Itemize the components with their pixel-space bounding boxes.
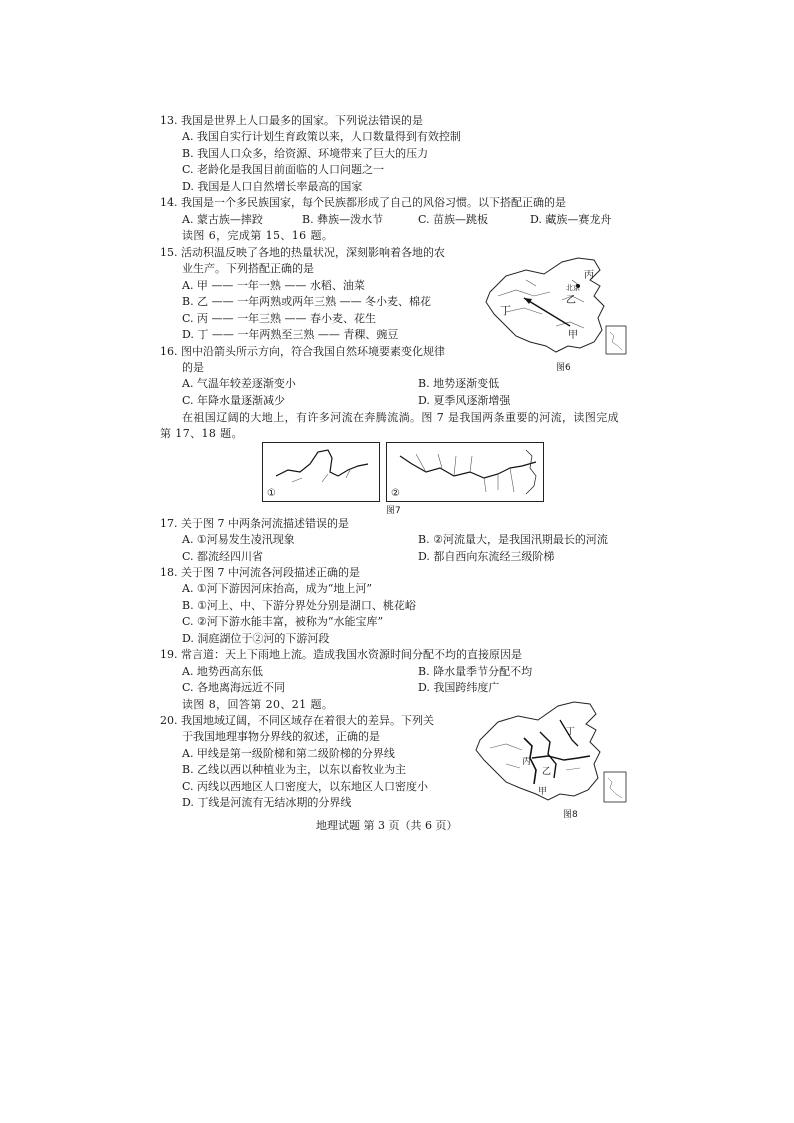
q17-stem: 17. 关于图 7 中两条河流描述错误的是 bbox=[160, 517, 349, 530]
figure-6-label-beijing: 北京 bbox=[566, 284, 580, 292]
q16-option-d: D. 夏季风逐渐增强 bbox=[418, 394, 511, 407]
q14-stem: 14. 我国是一个多民族国家，每个民族都形成了自己的风俗习惯。以下搭配正确的是 bbox=[160, 196, 566, 209]
figure-8-label-ding: 丁 bbox=[566, 727, 576, 737]
q18-option-c: C. ②河下游水能丰富，被称为“水能宝库” bbox=[182, 615, 384, 628]
q15-stem-line2: 业生产。下列搭配正确的是 bbox=[182, 262, 314, 275]
q14-option-c: C. 苗族—跳板 bbox=[418, 213, 489, 226]
q20-option-d: D. 丁线是河流有无结冰期的分界线 bbox=[182, 796, 352, 809]
instruction-15-16: 读图 6，完成第 15、16 题。 bbox=[182, 229, 334, 242]
q15-option-b: B. 乙 —— 一年两熟或两年三熟 —— 冬小麦、棉花 bbox=[182, 295, 432, 308]
figure-8-caption: 图8 bbox=[563, 810, 578, 820]
q16-option-a: A. 气温年较差逐渐变小 bbox=[182, 377, 296, 390]
instruction-20-21: 读图 8，回答第 20、21 题。 bbox=[182, 698, 334, 711]
q14-option-b: B. 彝族—泼水节 bbox=[302, 213, 384, 226]
q15-option-a: A. 甲 —— 一年一熟 —— 水稻、油菜 bbox=[182, 279, 365, 292]
q13-option-d: D. 我国是人口自然增长率最高的国家 bbox=[182, 180, 363, 193]
q18-option-d: D. 洞庭湖位于②河的下游河段 bbox=[182, 632, 330, 645]
q17-option-d: D. 都自西向东流经三级阶梯 bbox=[418, 550, 555, 563]
q17-option-a: A. ①河易发生凌汛现象 bbox=[182, 533, 295, 546]
q18-option-a: A. ①河下游因河床抬高，成为“地上河” bbox=[182, 582, 373, 595]
q18-stem: 18. 关于图 7 中河流各河段描述正确的是 bbox=[160, 566, 360, 579]
figure-6-label-bing: 丙 bbox=[584, 270, 594, 281]
figure-7-river-map-1 bbox=[262, 442, 380, 506]
figure-6-caption: 图6 bbox=[556, 363, 571, 373]
q13-option-a: A. 我国自实行计划生育政策以来，人口数量得到有效控制 bbox=[182, 130, 461, 143]
q15-option-c: C. 丙 —— 一年三熟 —— 春小麦、花生 bbox=[182, 312, 377, 325]
q19-option-c: C. 各地离海远近不同 bbox=[182, 681, 286, 694]
q16-option-c: C. 年降水量逐渐减少 bbox=[182, 394, 286, 407]
q16-option-b: B. 地势逐渐变低 bbox=[418, 377, 500, 390]
q18-option-b: B. ①河上、中、下游分界处分别是湖口、桃花峪 bbox=[182, 599, 416, 612]
q17-option-c: C. 都流经四川省 bbox=[182, 550, 264, 563]
q19-stem: 19. 常言道：天上下雨地上流。造成我国水资源时间分配不均的直接原因是 bbox=[160, 648, 522, 661]
q20-option-b: B. 乙线以西以种植业为主，以东以畜牧业为主 bbox=[182, 763, 407, 776]
figure-8-map bbox=[466, 698, 636, 812]
q13-stem: 13. 我国是世界上人口最多的国家。下列说法错误的是 bbox=[160, 114, 423, 127]
page-footer: 地理试题 第 3 页（共 6 页） bbox=[316, 819, 458, 832]
q20-stem-line2: 于我国地理事物分界线的叙述，正确的是 bbox=[182, 730, 380, 743]
q13-option-b: B. 我国人口众多，给资源、环境带来了巨大的压力 bbox=[182, 147, 429, 160]
q16-stem-line2: 的是 bbox=[182, 361, 204, 374]
q20-option-a: A. 甲线是第一级阶梯和第二级阶梯的分界线 bbox=[182, 747, 395, 760]
figure-7-caption: 图7 bbox=[386, 506, 401, 516]
figure-6-label-yi: 乙 bbox=[566, 295, 576, 306]
figure-8-label-bing: 丙 bbox=[522, 757, 532, 767]
q14-option-d: D. 藏族—赛龙舟 bbox=[530, 213, 612, 226]
figure-8-label-yi: 乙 bbox=[542, 767, 552, 777]
q15-stem-line1: 15. 活动积温反映了各地的热量状况，深刻影响着各地的农 bbox=[160, 246, 445, 259]
q20-option-c: C. 丙线以西地区人口密度大，以东地区人口密度小 bbox=[182, 780, 429, 793]
figure-6-label-jia: 甲 bbox=[568, 330, 578, 341]
q19-option-d: D. 我国跨纬度广 bbox=[418, 681, 500, 694]
figure-6-label-ding: 丁 bbox=[500, 304, 511, 317]
figure-8-label-jia: 甲 bbox=[538, 787, 548, 797]
figure-6-map bbox=[476, 256, 630, 364]
instruction-17-18-line1: 在祖国辽阔的大地上，有许多河流在奔腾流淌。图 7 是我国两条重要的河流，读图完成 bbox=[182, 411, 619, 424]
figure-7-label-1: ① bbox=[267, 488, 276, 499]
q20-stem-line1: 20. 我国地域辽阔，不同区域存在着很大的差异。下列关 bbox=[160, 714, 434, 727]
q16-stem-line1: 16. 图中沿箭头所示方向，符合我国自然环境要素变化规律 bbox=[160, 345, 445, 358]
q15-option-d: D. 丁 —— 一年两熟至三熟 —— 青稞、豌豆 bbox=[182, 328, 399, 341]
q19-option-b: B. 降水量季节分配不均 bbox=[418, 665, 533, 678]
q19-option-a: A. 地势西高东低 bbox=[182, 665, 263, 678]
instruction-17-18-line2: 第 17、18 题。 bbox=[160, 427, 243, 440]
q17-option-b: B. ②河流量大，是我国汛期最长的河流 bbox=[418, 533, 608, 546]
figure-7-river-map-2 bbox=[386, 442, 544, 506]
q14-option-a: A. 蒙古族—摔跤 bbox=[182, 213, 263, 226]
q13-option-c: C. 老龄化是我国目前面临的人口问题之一 bbox=[182, 163, 385, 176]
figure-7-label-2: ② bbox=[391, 488, 400, 499]
